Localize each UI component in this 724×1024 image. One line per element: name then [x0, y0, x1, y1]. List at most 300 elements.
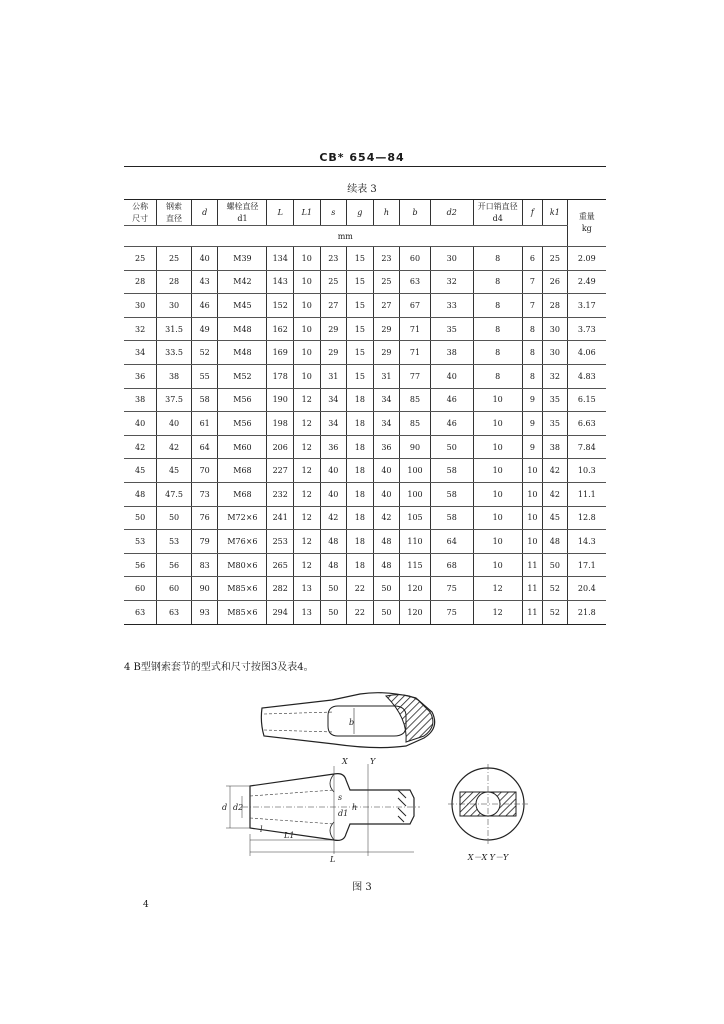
table-row [124, 364, 606, 388]
table-cell: 12 [294, 388, 321, 412]
table-cell: 52 [543, 600, 568, 624]
table-cell: 30 [124, 294, 157, 318]
table-cell: 58 [191, 388, 218, 412]
table-row [124, 459, 606, 483]
table-body [124, 247, 606, 625]
dim-label-l1: L1 [284, 831, 295, 840]
table-row [124, 482, 606, 506]
table-cell: M72×6 [218, 506, 267, 530]
table-cell: 60 [124, 577, 157, 601]
table-cell: 68 [430, 553, 473, 577]
table-cell: 40 [124, 412, 157, 436]
table-cell: 40 [320, 459, 347, 483]
table-cell: 33.5 [157, 341, 192, 365]
table-cell: 10 [473, 435, 522, 459]
table-cell: 12 [294, 412, 321, 436]
figure-caption: 图 3 [352, 882, 372, 893]
table-cell: 50 [320, 577, 347, 601]
table-row [124, 388, 606, 412]
column-header [473, 200, 522, 226]
dim-label-d: d [222, 803, 228, 812]
table-cell: M45 [218, 294, 267, 318]
table-cell: 10 [473, 530, 522, 554]
table-cell: 13 [294, 600, 321, 624]
table-cell: 178 [267, 364, 294, 388]
table-cell: 58 [430, 459, 473, 483]
clause-text: 4 B型钢索套节的型式和尺寸按图3及表4。 [124, 662, 314, 673]
table-cell: 40 [373, 459, 400, 483]
page-number: 4 [143, 900, 149, 910]
table-cell: 52 [543, 577, 568, 601]
column-header [347, 200, 374, 226]
column-header [124, 200, 157, 226]
table-cell: 42 [124, 435, 157, 459]
table-cell: 52 [191, 341, 218, 365]
table-cell: 56 [124, 553, 157, 577]
table-cell: M48 [218, 317, 267, 341]
table-cell: 10 [473, 506, 522, 530]
table-cell: 28 [124, 270, 157, 294]
section-label: X－X Y－Y [467, 853, 509, 862]
table-cell: 83 [191, 553, 218, 577]
socket-cross-section [446, 762, 530, 846]
table-cell: 8 [473, 364, 522, 388]
socket-top-view [256, 688, 456, 750]
table-cell: 20.4 [567, 577, 606, 601]
table-cell: 38 [157, 364, 192, 388]
table-cell: 50 [373, 577, 400, 601]
table-cell: 49 [191, 317, 218, 341]
table-cell: 38 [124, 388, 157, 412]
table-cell: 10 [294, 270, 321, 294]
table-cell: 90 [191, 577, 218, 601]
table-cell: 26 [543, 270, 568, 294]
table-cell: 71 [400, 341, 431, 365]
table-cell: 12 [294, 482, 321, 506]
table-cell: 53 [124, 530, 157, 554]
table-cell: 12 [294, 506, 321, 530]
table-cell: 30 [157, 294, 192, 318]
table-cell: 10 [473, 388, 522, 412]
table-cell: 10 [473, 459, 522, 483]
table-cell: 46 [430, 388, 473, 412]
column-header [267, 200, 294, 226]
table-cell: 7.84 [567, 435, 606, 459]
table-cell: 29 [373, 317, 400, 341]
table-cell: 50 [320, 600, 347, 624]
table-cell: 31 [320, 364, 347, 388]
table-cell: 18 [347, 530, 374, 554]
table-cell: 36 [124, 364, 157, 388]
table-cell: 38 [430, 341, 473, 365]
table-cell: 45 [157, 459, 192, 483]
table-cell: 115 [400, 553, 431, 577]
table-row [124, 506, 606, 530]
table-cell: 42 [543, 459, 568, 483]
table-cell: 32 [124, 317, 157, 341]
table-cell: 22 [347, 577, 374, 601]
table-cell: 60 [400, 247, 431, 271]
table-cell: 2.49 [567, 270, 606, 294]
table-cell: 30 [430, 247, 473, 271]
table-cell: 63 [124, 600, 157, 624]
table-row [124, 553, 606, 577]
table-cell: M52 [218, 364, 267, 388]
table-cell: 105 [400, 506, 431, 530]
table-cell: 48 [124, 482, 157, 506]
table-cell: 63 [157, 600, 192, 624]
socket-side-view [222, 758, 422, 866]
table-cell: 40 [320, 482, 347, 506]
table-cell: 25 [543, 247, 568, 271]
column-header-bottom: 尺寸 [132, 213, 149, 223]
table-cell: 30 [543, 317, 568, 341]
table-cell: 8 [473, 317, 522, 341]
table-cell: 13 [294, 577, 321, 601]
table-cell: 8 [522, 317, 542, 341]
table-cell: 58 [430, 482, 473, 506]
table-cell: 73 [191, 482, 218, 506]
table-cell: 42 [157, 435, 192, 459]
column-header-bottom: 直径 [166, 213, 183, 223]
table-cell: 21.8 [567, 600, 606, 624]
table-cell: 14.3 [567, 530, 606, 554]
table-cell: 37.5 [157, 388, 192, 412]
table-cell: 29 [320, 341, 347, 365]
dimension-table [124, 199, 606, 625]
table-cell: 12 [473, 577, 522, 601]
column-header-bottom: f [530, 207, 534, 217]
table-cell: 32 [543, 364, 568, 388]
table-cell: 241 [267, 506, 294, 530]
table-cell: 10.3 [567, 459, 606, 483]
table-cell: 282 [267, 577, 294, 601]
dim-label-b: b [349, 718, 355, 727]
table-cell: 28 [543, 294, 568, 318]
table-cell: 4.83 [567, 364, 606, 388]
table-cell: M68 [218, 482, 267, 506]
column-header-top: 开口销直径 [477, 201, 518, 211]
table-cell: 85 [400, 388, 431, 412]
table-cell: 50 [373, 600, 400, 624]
table-cell: 7 [522, 270, 542, 294]
column-header-top: 重量 [578, 212, 595, 221]
table-cell: 6.63 [567, 412, 606, 436]
column-header [218, 200, 267, 226]
column-header-bottom: L [277, 207, 283, 217]
table-cell: 169 [267, 341, 294, 365]
table-cell: 75 [430, 600, 473, 624]
column-header [522, 200, 542, 226]
table-cell: 45 [543, 506, 568, 530]
column-header-bottom: d [202, 207, 208, 217]
section-mark-y: Y [370, 758, 376, 766]
section-mark-x: X [342, 758, 348, 766]
table-row [124, 341, 606, 365]
table-row [124, 294, 606, 318]
table-cell: 75 [430, 577, 473, 601]
dim-label-d2: d2 [233, 803, 244, 812]
column-header-top: 公称 [132, 201, 149, 211]
table-cell: 11 [522, 577, 542, 601]
column-header-bottom: k1 [549, 207, 560, 217]
table-cell: 8 [473, 270, 522, 294]
table-cell: 8 [522, 341, 542, 365]
table-cell: 110 [400, 530, 431, 554]
table-cell: 10 [473, 412, 522, 436]
column-header-bottom: kg [581, 224, 592, 233]
table-cell: M42 [218, 270, 267, 294]
table-cell: 48 [373, 553, 400, 577]
table-cell: 55 [191, 364, 218, 388]
table-cell: 25 [157, 247, 192, 271]
table-cell: 45 [124, 459, 157, 483]
table-cell: 50 [430, 435, 473, 459]
table-cell: 46 [430, 412, 473, 436]
table-cell: 4.06 [567, 341, 606, 365]
table-cell: M76×6 [218, 530, 267, 554]
column-header-bottom: d1 [237, 213, 248, 223]
table-row [124, 577, 606, 601]
table-cell: 3.73 [567, 317, 606, 341]
table-cell: 71 [400, 317, 431, 341]
table-cell: 18 [347, 412, 374, 436]
table-cell: 25 [373, 270, 400, 294]
column-header [543, 200, 568, 226]
table-cell: M60 [218, 435, 267, 459]
table-cell: 42 [543, 482, 568, 506]
table-cell: 48 [543, 530, 568, 554]
table-cell: 50 [157, 506, 192, 530]
table-cell: 9 [522, 435, 542, 459]
table-cell: 29 [320, 317, 347, 341]
table-cell: 11.1 [567, 482, 606, 506]
table-cell: 93 [191, 600, 218, 624]
column-header-bottom: d2 [446, 207, 457, 217]
table-row [124, 247, 606, 271]
table-row [124, 530, 606, 554]
table-cell: 35 [543, 412, 568, 436]
column-header-bottom: b [412, 207, 418, 217]
table-cell: M39 [218, 247, 267, 271]
table-cell: 12 [294, 435, 321, 459]
table-cell: 8 [473, 341, 522, 365]
table-cell: 2.09 [567, 247, 606, 271]
table-cell: 58 [430, 506, 473, 530]
column-header [191, 200, 218, 226]
table-cell: 29 [373, 341, 400, 365]
table-row [124, 435, 606, 459]
table-cell: 15 [347, 270, 374, 294]
table-cell: 77 [400, 364, 431, 388]
table-cell: 12 [473, 600, 522, 624]
table-cell: 15 [347, 317, 374, 341]
table-cell: 15 [347, 341, 374, 365]
table-cell: 18 [347, 482, 374, 506]
table-cell: 35 [543, 388, 568, 412]
table-cell: 8 [473, 294, 522, 318]
table-cell: 12 [294, 553, 321, 577]
table-cell: 265 [267, 553, 294, 577]
table-cell: 23 [320, 247, 347, 271]
table-header-row [124, 200, 606, 226]
column-header [400, 200, 431, 226]
table-cell: 120 [400, 577, 431, 601]
table-cell: 42 [373, 506, 400, 530]
table-cell: 42 [320, 506, 347, 530]
table-cell: 34 [320, 412, 347, 436]
column-header [294, 200, 321, 226]
table-cell: 12 [294, 530, 321, 554]
table-cell: 10 [522, 506, 542, 530]
table-cell: 12.8 [567, 506, 606, 530]
table-cell: 10 [294, 294, 321, 318]
table-cell: 6 [522, 247, 542, 271]
column-header-bottom: s [331, 207, 336, 217]
dim-label-d1: d1 [338, 809, 349, 818]
table-cell: 48 [373, 530, 400, 554]
table-cell: M80×6 [218, 553, 267, 577]
table-title: 续表 3 [347, 184, 377, 195]
table-cell: 134 [267, 247, 294, 271]
table-cell: 6.15 [567, 388, 606, 412]
table-cell: 9 [522, 388, 542, 412]
table-cell: 27 [320, 294, 347, 318]
table-cell: 50 [543, 553, 568, 577]
table-row [124, 600, 606, 624]
table-cell: 18 [347, 459, 374, 483]
table-row [124, 412, 606, 436]
table-cell: 8 [522, 364, 542, 388]
table-row [124, 317, 606, 341]
table-cell: 34 [124, 341, 157, 365]
table-cell: M56 [218, 388, 267, 412]
table-cell: 253 [267, 530, 294, 554]
table-cell: 10 [522, 530, 542, 554]
table-cell: 48 [320, 553, 347, 577]
table-cell: 40 [373, 482, 400, 506]
table-cell: 15 [347, 294, 374, 318]
dim-label-s: s [338, 793, 343, 802]
column-header-bottom: g [357, 207, 363, 217]
table-row [124, 270, 606, 294]
table-cell: M85×6 [218, 577, 267, 601]
table-cell: M68 [218, 459, 267, 483]
table-cell: M56 [218, 412, 267, 436]
table-cell: 31 [373, 364, 400, 388]
table-cell: 25 [124, 247, 157, 271]
table-cell: 33 [430, 294, 473, 318]
table-cell: 43 [191, 270, 218, 294]
table-cell: 64 [191, 435, 218, 459]
standard-code-header: CB* 654—84 [319, 151, 405, 164]
table-cell: 15 [347, 364, 374, 388]
table-cell: 10 [473, 553, 522, 577]
column-header-bottom: d4 [492, 213, 503, 223]
table-cell: 18 [347, 553, 374, 577]
table-cell: 120 [400, 600, 431, 624]
table-cell: 30 [543, 341, 568, 365]
table-cell: 3.17 [567, 294, 606, 318]
table-cell: 64 [430, 530, 473, 554]
dim-label-h: h [352, 803, 358, 812]
table-cell: 85 [400, 412, 431, 436]
table-cell: 70 [191, 459, 218, 483]
table-cell: 60 [157, 577, 192, 601]
column-header [373, 200, 400, 226]
table-cell: 11 [522, 553, 542, 577]
column-header-bottom: L1 [301, 207, 312, 217]
table-cell: 36 [373, 435, 400, 459]
table-cell: 76 [191, 506, 218, 530]
table-cell: 28 [157, 270, 192, 294]
table-cell: 10 [522, 459, 542, 483]
unit-row: mm [124, 226, 567, 247]
column-header-top: 螺栓直径 [226, 201, 259, 211]
table-cell: 152 [267, 294, 294, 318]
table-cell: M48 [218, 341, 267, 365]
table-cell: 8 [473, 247, 522, 271]
table-cell: 34 [373, 412, 400, 436]
table-cell: 40 [430, 364, 473, 388]
header-rule [124, 166, 606, 167]
table-cell: 67 [400, 294, 431, 318]
table-cell: 50 [124, 506, 157, 530]
table-cell: 25 [320, 270, 347, 294]
table-cell: 18 [347, 388, 374, 412]
table-cell: 34 [373, 388, 400, 412]
table-cell: 10 [473, 482, 522, 506]
table-cell: 294 [267, 600, 294, 624]
column-header [157, 200, 192, 226]
table-cell: 38 [543, 435, 568, 459]
table-cell: 162 [267, 317, 294, 341]
column-header-bottom: h [383, 207, 389, 217]
table-cell: 12 [294, 459, 321, 483]
table-cell: 40 [157, 412, 192, 436]
table-cell: 63 [400, 270, 431, 294]
table-cell: 10 [294, 317, 321, 341]
table-cell: 7 [522, 294, 542, 318]
table-cell: 17.1 [567, 553, 606, 577]
table-cell: 47.5 [157, 482, 192, 506]
table-cell: 36 [320, 435, 347, 459]
table-cell: 23 [373, 247, 400, 271]
table-cell: 100 [400, 459, 431, 483]
table-cell: 10 [522, 482, 542, 506]
table-cell: 10 [294, 364, 321, 388]
table-cell: 46 [191, 294, 218, 318]
table-cell: 18 [347, 506, 374, 530]
table-cell: 34 [320, 388, 347, 412]
table-cell: 100 [400, 482, 431, 506]
column-header [567, 200, 606, 247]
column-header-top: 钢索 [166, 201, 183, 211]
table-cell: 61 [191, 412, 218, 436]
table-cell: 206 [267, 435, 294, 459]
table-cell: 10 [294, 341, 321, 365]
table-cell: 232 [267, 482, 294, 506]
table-cell: 143 [267, 270, 294, 294]
table-cell: 48 [320, 530, 347, 554]
table-cell: 11 [522, 600, 542, 624]
dim-label-l: l [260, 825, 263, 834]
table-cell: 40 [191, 247, 218, 271]
table-cell: 31.5 [157, 317, 192, 341]
table-cell: 56 [157, 553, 192, 577]
table-cell: 15 [347, 247, 374, 271]
column-header [320, 200, 347, 226]
